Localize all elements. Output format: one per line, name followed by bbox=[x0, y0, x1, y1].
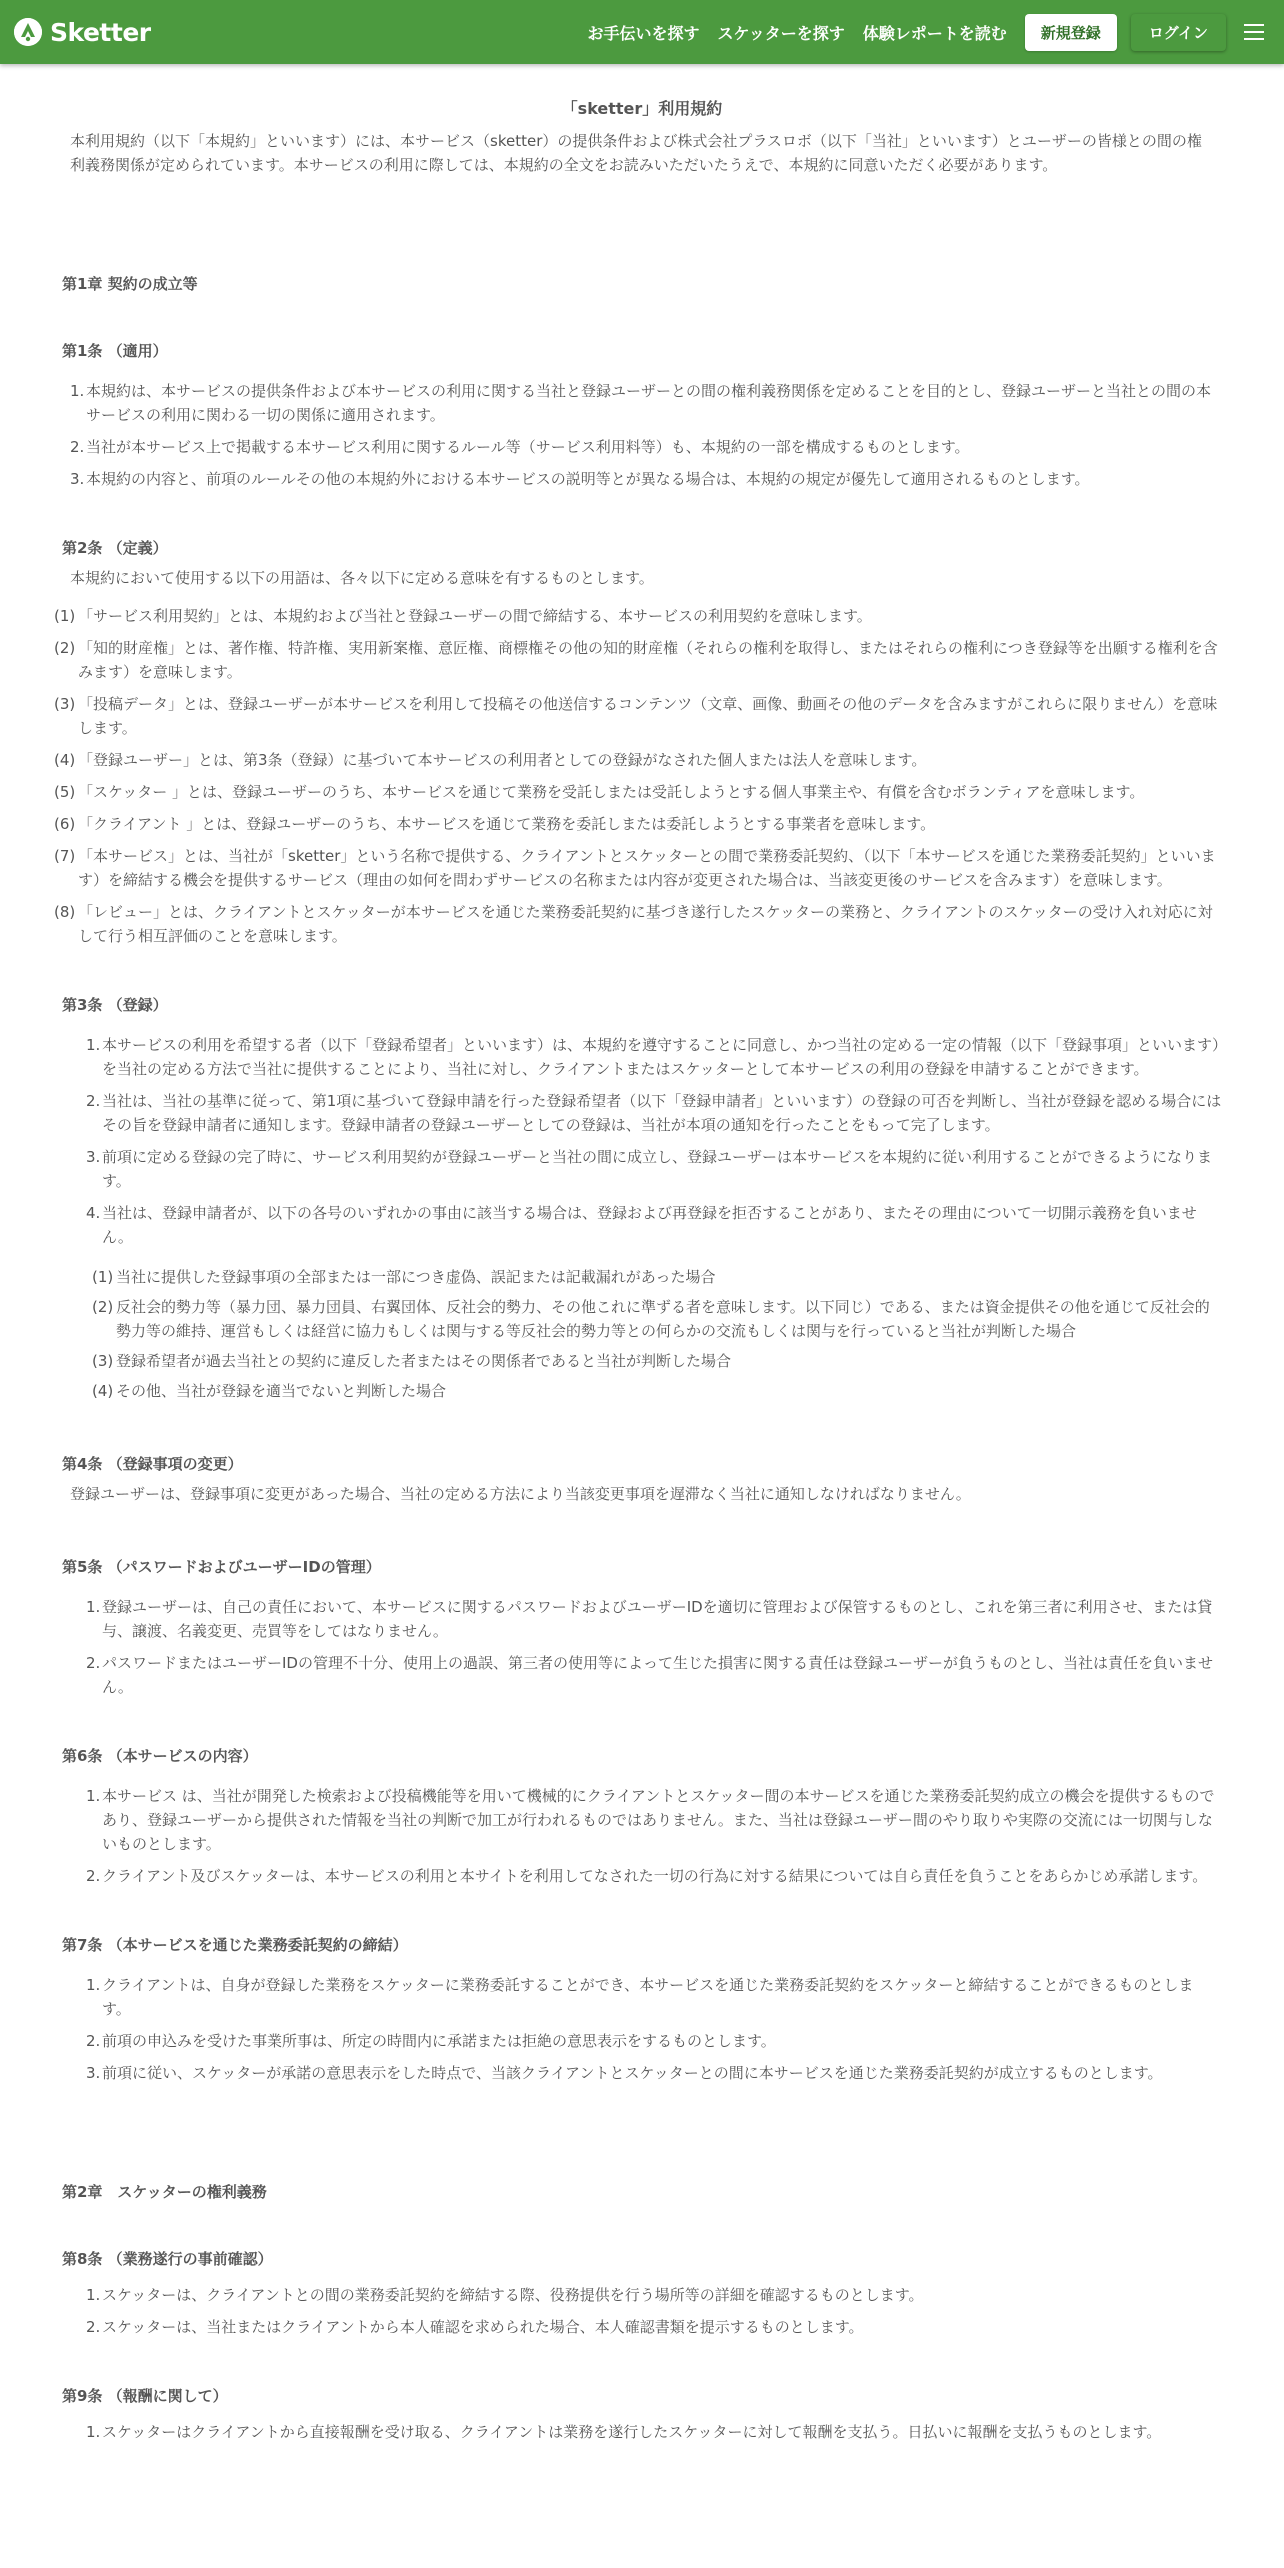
list-item: (4) 「登録ユーザー」とは、第3条（登録）に基づいて本サービスの利用者としての登録がなされた個人または法人を意味します。 bbox=[54, 751, 927, 769]
nav-find-help[interactable]: お手伝いを探す bbox=[587, 23, 700, 43]
list-item: 1. クライアントは、自身が登録した業務をスケッターに業務委託することができ、本サービスを通じた業務委託契約をスケッターと締結することができるものとします。 bbox=[86, 1976, 1194, 2018]
login-button[interactable]: ログイン bbox=[1131, 14, 1226, 51]
list-item: 2. 前項の申込みを受けた事業所事は、所定の時間内に承諾または拒絶の意思表示をするものとします。 bbox=[86, 2032, 776, 2050]
list-item: 4. 当社は、登録申請者が、以下の各号のいずれかの事由に該当する場合は、登録および再登録を拒否することがあり、またその理由について一切開示義務を負いません。 bbox=[86, 1204, 1197, 1246]
intro-text: 本利用規約（以下「本規約」といいます）には、本サービス（sketter）の提供条件および株式会社プラスロボ（以下「当社」といいます）とユーザーの皆様との間の権利義務関係が定められています。本サービスの利用に際しては、本規約の全文をお読みいただいたうえで、本規約に同意いただく必要があります。 bbox=[70, 132, 1202, 174]
page-title: 「sketter」利用規約 bbox=[561, 99, 723, 118]
list-item: (4) その他、当社が登録を適当でないと判断した場合 bbox=[92, 1382, 447, 1400]
article-2-lead: 本規約において使用する以下の用語は、各々以下に定める意味を有するものとします。 bbox=[70, 569, 654, 587]
article-9-list bbox=[86, 2420, 1222, 2444]
list-item: 2. スケッターは、当社またはクライアントから本人確認を求められた場合、本人確認書類を提示するものとします。 bbox=[86, 2318, 864, 2336]
article-9-heading: 第9条 （報酬に関して） bbox=[62, 2387, 228, 2405]
article-3-heading: 第3条 （登録） bbox=[62, 996, 168, 1014]
list-item: (3) 登録希望者が過去当社との契約に違反した者またはその関係者であると当社が判断した場合 bbox=[92, 1352, 732, 1370]
sketter-logo-icon bbox=[14, 18, 42, 46]
list-item: 1. 本サービス は、当社が開発した検索および投稿機能等を用いて機械的にクライアントとスケッター間の本サービスを通じた業務委託契約成立の機会を提供するものであり、登録ユーザーから提供された情報を当社の判断で加工が行われるものではありません。また、当社は登録ユーザー間のやり取りや実際の交流には一切関与しないものとします。 bbox=[86, 1787, 1215, 1853]
article-4-heading: 第4条 （登録事項の変更） bbox=[62, 1455, 243, 1473]
list-item: 2. パスワードまたはユーザーIDの管理不十分、使用上の過誤、第三者の使用等によって生じた損害に関する責任は登録ユーザーが負うものとし、当社は責任を負いません。 bbox=[86, 1654, 1213, 1696]
list-item: 1. 本サービスの利用を希望する者（以下「登録希望者」といいます）は、本規約を遵守することに同意し、かつ当社の定める一定の情報（以下「登録事項」といいます）を当社の定める方法で当社に提供することにより、当社に対し、クライアントまたはスケッターとして本サービスの利用の登録を申請することができます。 bbox=[86, 1036, 1220, 1078]
article-3-list bbox=[86, 1033, 1222, 1249]
list-item: 2. クライアント及びスケッターは、本サービスの利用と本サイトを利用してなされた一切の行為に対する結果については自ら責任を負うことをあらかじめ承諾します。 bbox=[86, 1867, 1208, 1885]
list-item: (7) 「本サービス」とは、当社が「sketter」という名称で提供する、クライアントとスケッターとの間で業務委託契約、（以下「本サービスを通じた業務委託契約」といいます）を締結する機会を提供するサービス（理由の如何を問わずサービスの名称または内容が変更された場合は、当該変更後のサービスを含みます）を意味します。 bbox=[54, 847, 1216, 889]
list-item: 1. スケッターはクライアントから直接報酬を受け取る、クライアントは業務を遂行したスケッターに対して報酬を支払う。日払いに報酬を支払うものとします。 bbox=[86, 2423, 1162, 2441]
signup-button[interactable]: 新規登録 bbox=[1025, 14, 1117, 51]
article-4-text: 登録ユーザーは、登録事項に変更があった場合、当社の定める方法により当該変更事項を遅滞なく当社に通知しなければなりません。 bbox=[70, 1485, 971, 1503]
article-5-heading: 第5条 （パスワードおよびユーザーIDの管理） bbox=[62, 1558, 381, 1576]
list-item: (1) 当社に提供した登録事項の全部または一部につき虚偽、誤記または記載漏れがあった場合 bbox=[92, 1268, 716, 1286]
top-header bbox=[0, 0, 1284, 64]
article-5-list bbox=[86, 1595, 1222, 1699]
article-1-heading: 第1条 （適用） bbox=[62, 342, 168, 360]
terms-document bbox=[0, 64, 1284, 2444]
article-6-list bbox=[86, 1784, 1222, 1888]
list-item: 2. 当社が本サービス上で掲載する本サービス利用に関するルール等（サービス利用料等）も、本規約の一部を構成するものとします。 bbox=[70, 438, 970, 456]
list-item: 1. 登録ユーザーは、自己の責任において、本サービスに関するパスワードおよびユーザーIDを適切に管理および保管するものとし、これを第三者に利用させ、または貸与、譲渡、名義変更、売買等をしてはなりません。 bbox=[86, 1598, 1213, 1640]
list-item: 3. 前項に従い、スケッターが承諾の意思表示をした時点で、当該クライアントとスケッターとの間に本サービスを通じた業務委託契約が成立するものとします。 bbox=[86, 2064, 1163, 2082]
article-3-sublist bbox=[92, 1265, 1222, 1403]
list-item: 3. 本規約の内容と、前項のルールその他の本規約外における本サービスの説明等とが異なる場合は、本規約の規定が優先して適用されるものとします。 bbox=[70, 470, 1090, 488]
article-1-list bbox=[70, 379, 1222, 491]
list-item: 1. スケッターは、クライアントとの間の業務委託契約を締結する際、役務提供を行う場所等の詳細を確認するものとします。 bbox=[86, 2286, 924, 2304]
article-8-heading: 第8条 （業務遂行の事前確認） bbox=[62, 2250, 273, 2268]
logo-text: Sketter bbox=[50, 17, 151, 47]
list-item: (2) 「知的財産権」とは、著作権、特許権、実用新案権、意匠権、商標権その他の知的財産権（それらの権利を取得し、またはそれらの権利につき登録等を出願する権利を含みます）を意味します。 bbox=[54, 639, 1218, 681]
list-item: (1) 「サービス利用契約」とは、本規約および当社と登録ユーザーの間で締結する、本サービスの利用契約を意味します。 bbox=[54, 607, 872, 625]
article-7-list bbox=[86, 1973, 1222, 2085]
menu-icon[interactable] bbox=[1244, 24, 1264, 40]
list-item: (3) 「投稿データ」とは、登録ユーザーが本サービスを利用して投稿その他送信するコンテンツ（文章、画像、動画その他のデータを含みますがこれらに限りません）を意味します。 bbox=[54, 695, 1218, 737]
article-8-list bbox=[86, 2283, 1222, 2339]
nav-find-sketter[interactable]: スケッターを探す bbox=[717, 23, 845, 43]
list-item: (5) 「スケッター 」とは、登録ユーザーのうち、本サービスを通じて業務を受託しまたは受託しようとする個人事業主や、有償を含むボランティアを意味します。 bbox=[54, 783, 1145, 801]
chapter-2-heading: 第2章 スケッターの権利義務 bbox=[62, 2183, 267, 2201]
main-nav bbox=[587, 14, 1284, 51]
list-item: (8) 「レビュー」とは、クライアントとスケッターが本サービスを通じた業務委託契約に基づき遂行したスケッターの業務と、クライアントのスケッターの受け入れ対応に対して行う相互評価のことを意味します。 bbox=[54, 903, 1213, 945]
article-6-heading: 第6条 （本サービスの内容） bbox=[62, 1747, 258, 1765]
list-item: (2) 反社会的勢力等（暴力団、暴力団員、右翼団体、反社会的勢力、その他これに準ずる者を意味します。以下同じ）である、または資金提供その他を通じて反社会的勢力等の維持、運営もしくは経営に協力もしくは関与する等反社会的勢力等との何らかの交流もしくは関与を行っていると当社が判断した場合 bbox=[92, 1298, 1210, 1340]
chapter-1-heading: 第1章 契約の成立等 bbox=[62, 275, 198, 293]
list-item: 3. 前項に定める登録の完了時に、サービス利用契約が登録ユーザーと当社の間に成立し、登録ユーザーは本サービスを本規約に従い利用することができるようになります。 bbox=[86, 1148, 1213, 1190]
list-item: 2. 当社は、当社の基準に従って、第1項に基づいて登録申請を行った登録希望者（以下「登録申請者」といいます）の登録の可否を判断し、当社が登録を認める場合にはその旨を登録申請者に通知します。登録申請者の登録ユーザーとしての登録は、当社が本項の通知を行ったことをもって完了します。 bbox=[86, 1092, 1222, 1134]
article-2-list bbox=[54, 604, 1222, 948]
nav-read-reports[interactable]: 体験レポートを読む bbox=[862, 23, 1007, 43]
article-7-heading: 第7条 （本サービスを通じた業務委託契約の締結） bbox=[62, 1936, 408, 1954]
logo[interactable] bbox=[14, 18, 151, 47]
list-item: (6) 「クライアント 」とは、登録ユーザーのうち、本サービスを通じて業務を委託しまたは委託しようとする事業者を意味します。 bbox=[54, 815, 936, 833]
article-2-heading: 第2条 （定義） bbox=[62, 539, 168, 557]
list-item: 1. 本規約は、本サービスの提供条件および本サービスの利用に関する当社と登録ユーザーとの間の権利義務関係を定めることを目的とし、登録ユーザーと当社との間の本サービスの利用に関わる一切の関係に適用されます。 bbox=[70, 382, 1212, 424]
